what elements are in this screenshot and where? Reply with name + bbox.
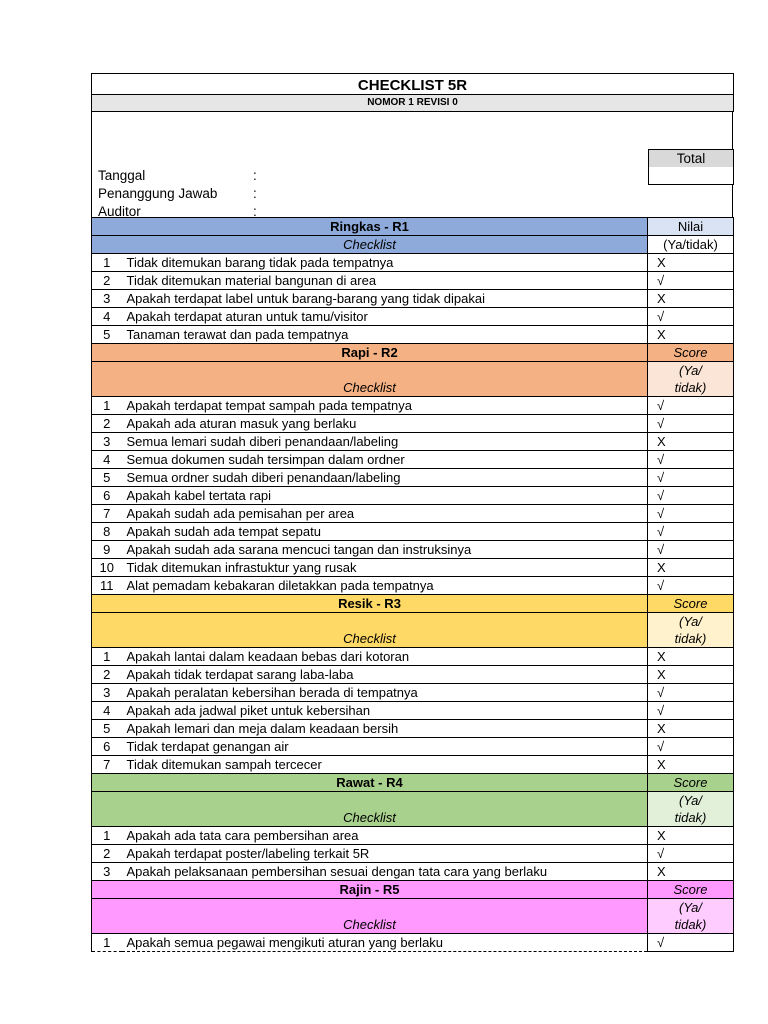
checklist-item: Tidak ditemukan sampah tercecer [122,756,648,774]
colon-tanggal: : [253,168,257,183]
checklist-item: Apakah terdapat label untuk barang-barang yang tidak dipakai [122,290,648,308]
document-title: CHECKLIST 5R [92,74,734,95]
checklist-item: Apakah sudah ada sarana mencuci tangan dan instruksinya [122,541,648,559]
checklist-item: Tidak ditemukan infrastuktur yang rusak [122,559,648,577]
item-number: 2 [92,666,122,684]
checklist-item: Tidak terdapat genangan air [122,738,648,756]
label-penanggung-jawab: Penanggung Jawab [98,186,218,201]
item-value[interactable]: X [648,290,734,308]
checklist-item: Apakah ada jadwal piket untuk kebersihan [122,702,648,720]
item-number: 1 [92,397,122,415]
item-number: 2 [92,272,122,290]
total-label: Total [648,149,734,168]
checklist-item: Apakah sudah ada pemisahan per area [122,505,648,523]
item-value[interactable]: √ [648,577,734,595]
section-title-r3: Resik - R3 [92,595,648,613]
item-number: 1 [92,827,122,845]
checklist-item: Apakah lantai dalam keadaan bebas dari kotoran [122,648,648,666]
checklist-item: Tidak ditemukan material bangunan di area [122,272,648,290]
item-value[interactable]: X [648,326,734,344]
checklist-item: Tanaman terawat dan pada tempatnya [122,326,648,344]
checklist-label-r4: Checklist [92,792,648,827]
item-number: 2 [92,415,122,433]
item-number: 7 [92,505,122,523]
value-header-r4: Score [648,774,734,792]
checklist-item: Alat pemadam kebakaran diletakkan pada tempatnya [122,577,648,595]
value-header-r2: Score [648,344,734,362]
checklist-table [91,217,734,952]
item-value[interactable]: √ [648,845,734,863]
value-subheader-line-1: (Ya/ [679,614,702,629]
checklist-label-r3: Checklist [92,613,648,648]
checklist-item: Apakah terdapat aturan untuk tamu/visitor [122,308,648,326]
value-subheader-r3 [648,613,734,648]
item-number: 1 [92,254,122,272]
item-value[interactable]: X [648,559,734,577]
checklist-item: Apakah ada tata cara pembersihan area [122,827,648,845]
value-subheader-r4 [648,792,734,827]
item-value[interactable]: X [648,827,734,845]
item-value[interactable]: √ [648,272,734,290]
checklist-sheet [91,73,733,952]
item-number: 4 [92,451,122,469]
item-value[interactable]: √ [648,469,734,487]
item-value[interactable]: X [648,863,734,881]
item-number: 1 [92,934,122,952]
checklist-item: Apakah ada aturan masuk yang berlaku [122,415,648,433]
label-tanggal: Tanggal [98,168,146,183]
section-title-r4: Rawat - R4 [92,774,648,792]
section-title-r5: Rajin - R5 [92,881,648,899]
checklist-item: Apakah lemari dan meja dalam keadaan bersih [122,720,648,738]
value-subheader-line-2: tidak) [674,810,707,825]
item-value[interactable]: √ [648,415,734,433]
item-value[interactable]: √ [648,541,734,559]
checklist-item: Apakah kabel tertata rapi [122,487,648,505]
checklist-label-r5: Checklist [92,899,648,934]
value-subheader-r1: (Ya/tidak) [648,236,734,254]
checklist-item: Apakah terdapat tempat sampah pada tempatnya [122,397,648,415]
item-value[interactable]: X [648,254,734,272]
item-number: 3 [92,684,122,702]
item-number: 11 [92,577,122,595]
item-value[interactable]: √ [648,523,734,541]
value-subheader-r5 [648,899,734,934]
checklist-item: Semua dokumen sudah tersimpan dalam ordner [122,451,648,469]
item-number: 5 [92,720,122,738]
value-subheader-line-2: tidak) [674,380,707,395]
item-number: 6 [92,487,122,505]
item-number: 6 [92,738,122,756]
header-table [91,73,734,112]
item-value[interactable]: √ [648,505,734,523]
item-value[interactable]: √ [648,702,734,720]
value-header-r5: Score [648,881,734,899]
total-value-field[interactable] [648,167,734,185]
colon-auditor: : [253,204,257,219]
value-header-r3: Score [648,595,734,613]
checklist-item: Apakah pelaksanaan pembersihan sesuai dengan tata cara yang berlaku [122,863,648,881]
checklist-item: Apakah peralatan kebersihan berada di tempatnya [122,684,648,702]
value-subheader-line-1: (Ya/ [679,793,702,808]
item-number: 3 [92,863,122,881]
checklist-label-r1: Checklist [92,236,648,254]
item-number: 8 [92,523,122,541]
info-block [91,112,733,218]
item-number: 7 [92,756,122,774]
item-number: 3 [92,290,122,308]
value-subheader-line-1: (Ya/ [679,900,702,915]
checklist-item: Semua ordner sudah diberi penandaan/labeling [122,469,648,487]
checklist-item: Apakah terdapat poster/labeling terkait 5R [122,845,648,863]
item-value[interactable]: X [648,648,734,666]
item-value[interactable]: X [648,666,734,684]
item-number: 5 [92,469,122,487]
item-number: 10 [92,559,122,577]
checklist-item: Apakah sudah ada tempat sepatu [122,523,648,541]
item-value[interactable]: √ [648,451,734,469]
checklist-item: Apakah tidak terdapat sarang laba-laba [122,666,648,684]
item-value[interactable]: √ [648,397,734,415]
value-subheader-line-2: tidak) [674,917,707,932]
checklist-item: Tidak ditemukan barang tidak pada tempatnya [122,254,648,272]
item-number: 3 [92,433,122,451]
value-header-r1: Nilai [648,218,734,236]
item-value[interactable]: X [648,433,734,451]
item-value[interactable]: √ [648,738,734,756]
item-number: 1 [92,648,122,666]
section-title-r2: Rapi - R2 [92,344,648,362]
document-subtitle: NOMOR 1 REVISI 0 [92,95,734,112]
item-number: 4 [92,702,122,720]
item-value[interactable]: X [648,720,734,738]
item-value[interactable]: √ [648,934,734,952]
item-number: 9 [92,541,122,559]
item-value[interactable]: √ [648,487,734,505]
item-number: 4 [92,308,122,326]
checklist-item: Semua lemari sudah diberi penandaan/labeling [122,433,648,451]
item-value[interactable]: √ [648,308,734,326]
item-value[interactable]: X [648,756,734,774]
checklist-item: Apakah semua pegawai mengikuti aturan yang berlaku [122,934,648,952]
checklist-label-r2: Checklist [92,362,648,397]
section-title-r1: Ringkas - R1 [92,218,648,236]
item-number: 5 [92,326,122,344]
colon-penanggung-jawab: : [253,186,257,201]
value-subheader-line-1: (Ya/ [679,363,702,378]
value-subheader-r2 [648,362,734,397]
label-auditor: Auditor [98,204,141,219]
item-number: 2 [92,845,122,863]
value-subheader-line-2: tidak) [674,631,707,646]
item-value[interactable]: √ [648,684,734,702]
